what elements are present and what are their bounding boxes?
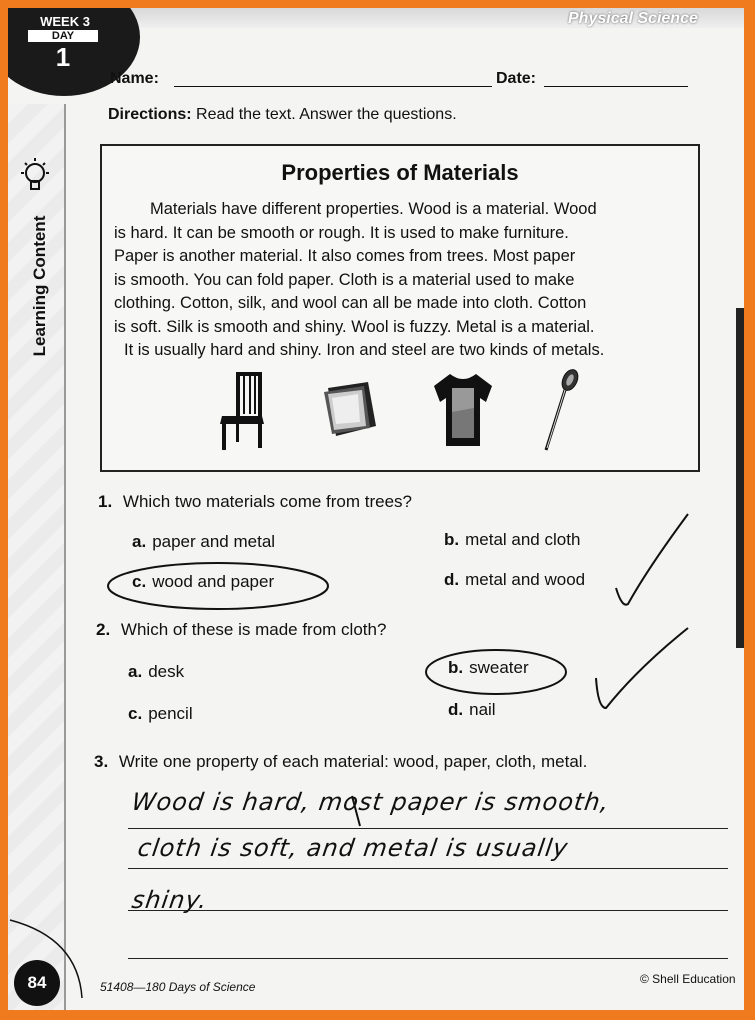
check-mark-1: [616, 514, 688, 605]
footer-publisher: © Shell Education: [640, 972, 736, 986]
handwritten-answer-line-1: Wood is hard, most paper is smooth,: [130, 788, 612, 816]
directions-text: Read the text. Answer the questions.: [196, 106, 457, 123]
option-letter: c.: [132, 572, 147, 591]
check-mark-2: [596, 628, 688, 708]
passage-title: Properties of Materials: [281, 160, 519, 185]
directions-label: Directions:: [108, 106, 192, 123]
passage-line: Paper is another material. It also comes from trees. Most paper: [114, 247, 576, 265]
passage-line: It is usually hard and shiny. Iron and steel are two kinds of metals.: [124, 341, 605, 359]
option-text: wood and paper: [152, 572, 275, 591]
pen-marks: [8, 8, 744, 1010]
passage-line: clothing. Cotton, silk, and wool can all be made into cloth. Cotton: [114, 294, 587, 312]
question-number: 3.: [94, 752, 109, 771]
question-number: 1.: [98, 492, 113, 511]
scan-edge: [736, 308, 744, 648]
question-text: Write one property of each material: wood, paper, cloth, metal.: [118, 752, 588, 771]
option-letter: d.: [448, 700, 464, 719]
option-letter: c.: [128, 704, 143, 723]
week-label: WEEK 3: [40, 14, 90, 29]
answer-circle-2b: [426, 650, 566, 694]
strike-mark: [352, 796, 360, 826]
option-text: metal and cloth: [465, 530, 581, 549]
option-text: pencil: [148, 704, 193, 723]
section-label: Learning Content: [30, 215, 49, 357]
answer-circle-1c: [108, 563, 328, 609]
footer-book: 51408—180 Days of Science: [100, 980, 256, 994]
option-text: desk: [148, 662, 185, 681]
page-number: 84: [14, 960, 60, 1006]
option-letter: d.: [444, 570, 460, 589]
option-text: sweater: [469, 658, 529, 677]
option-text: nail: [469, 700, 496, 719]
option-letter: b.: [448, 658, 464, 677]
option-text: metal and wood: [465, 570, 586, 589]
question-text: Which of these is made from cloth?: [120, 620, 387, 639]
handwritten-answer-line-3: shiny.: [130, 886, 210, 914]
day-label: DAY: [28, 30, 98, 42]
page-circle-mark: [10, 920, 82, 998]
option-letter: a.: [132, 532, 147, 551]
option-text: paper and metal: [152, 532, 276, 551]
question-number: 2.: [96, 620, 111, 639]
passage-line: is soft. Silk is smooth and shiny. Wool is fuzzy. Metal is a material.: [114, 317, 595, 336]
question-text: Which two materials come from trees?: [122, 492, 413, 511]
option-letter: a.: [128, 662, 143, 681]
date-label: Date:: [496, 70, 537, 87]
passage-line: is smooth. You can fold paper. Cloth is a material used to make: [114, 270, 575, 289]
passage-line: Materials have different properties. Wood is a material. Wood: [150, 200, 597, 218]
day-number: 1: [55, 42, 71, 72]
passage-line: is hard. It can be smooth or rough. It is used to make furniture.: [114, 223, 569, 242]
worksheet-page: [8, 8, 744, 1010]
name-label: Name:: [110, 70, 159, 87]
handwritten-answer-line-2: cloth is soft, and metal is usually: [136, 834, 571, 862]
option-letter: b.: [444, 530, 460, 549]
subject-title: Physical Science: [568, 10, 698, 27]
